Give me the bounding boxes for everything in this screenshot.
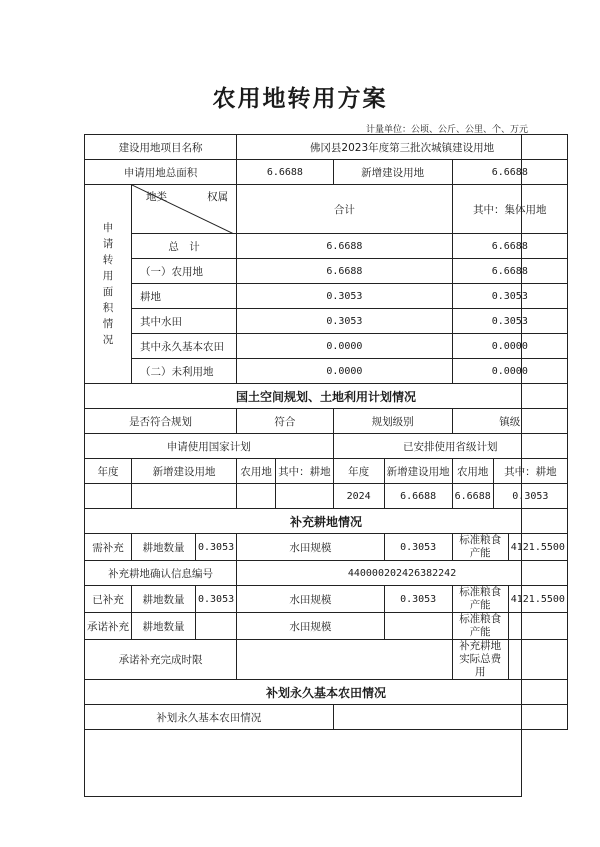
row-total: 0.3053 bbox=[237, 284, 453, 309]
row-collective: 6.6688 bbox=[452, 259, 567, 284]
row-total: 0.3053 bbox=[237, 309, 453, 334]
unit-line: 计量单位：公顷、公斤、公里、个、万元 bbox=[365, 125, 528, 135]
row-collective: 6.6688 bbox=[452, 234, 567, 259]
supplement-heading: 补充耕地情况 bbox=[85, 509, 568, 534]
page-title: 农用地转用方案 bbox=[212, 85, 388, 112]
row-label: 耕地 bbox=[132, 284, 237, 309]
project-value: 佛冈县2023年度第三批次城镇建设用地 bbox=[237, 135, 568, 160]
national-plan-label: 申请使用国家计划 bbox=[85, 434, 334, 459]
col-farmland: 农用地 bbox=[452, 459, 493, 484]
cost-label: 补充耕地实际总费用 bbox=[452, 640, 508, 680]
provincial-plan-label: 已安排使用省级计划 bbox=[333, 434, 567, 459]
provincial-farm: 6.6688 bbox=[452, 484, 493, 509]
need-paddy-value: 0.3053 bbox=[384, 534, 452, 561]
done-paddy-label: 水田规模 bbox=[237, 586, 385, 613]
col-new-construction: 新增建设用地 bbox=[132, 459, 237, 484]
cost-value bbox=[508, 640, 567, 680]
permanent-label: 补划永久基本农田情况 bbox=[85, 705, 334, 730]
promise-arable-value bbox=[196, 613, 237, 640]
need-arable-value: 0.3053 bbox=[196, 534, 237, 561]
row-label: （一）农用地 bbox=[132, 259, 237, 284]
provincial-year: 2024 bbox=[333, 484, 384, 509]
need-paddy-label: 水田规模 bbox=[237, 534, 385, 561]
permanent-value bbox=[333, 705, 567, 730]
level-value: 镇级 bbox=[452, 409, 567, 434]
col-collective-header: 其中：集体用地 bbox=[452, 185, 567, 234]
header-land-type: 地类 bbox=[146, 191, 167, 203]
col-year: 年度 bbox=[333, 459, 384, 484]
new-construction-value: 6.6688 bbox=[452, 160, 567, 185]
national-farm bbox=[237, 484, 276, 509]
row-collective: 0.3053 bbox=[452, 309, 567, 334]
total-area-value: 6.6688 bbox=[237, 160, 334, 185]
promise-grain-value bbox=[508, 613, 567, 640]
project-label: 建设用地项目名称 bbox=[85, 135, 237, 160]
provincial-arable: 0.3053 bbox=[493, 484, 567, 509]
national-new bbox=[132, 484, 237, 509]
need-label: 需补充 bbox=[85, 534, 132, 561]
need-grain-label: 标准粮食产能 bbox=[452, 534, 508, 561]
done-grain-label: 标准粮食产能 bbox=[452, 586, 508, 613]
promise-grain-label: 标准粮食产能 bbox=[452, 613, 508, 640]
row-collective: 0.3053 bbox=[452, 284, 567, 309]
provincial-new: 6.6688 bbox=[384, 484, 452, 509]
new-construction-label: 新增建设用地 bbox=[333, 160, 452, 185]
row-label: 其中永久基本农田 bbox=[132, 334, 237, 359]
row-total: 6.6688 bbox=[237, 234, 453, 259]
row-collective: 0.0000 bbox=[452, 334, 567, 359]
col-total-header: 合计 bbox=[237, 185, 453, 234]
promise-paddy-label: 水田规模 bbox=[237, 613, 385, 640]
level-label: 规划级别 bbox=[333, 409, 452, 434]
promise-label: 承诺补充 bbox=[85, 613, 132, 640]
col-arable: 其中：耕地 bbox=[276, 459, 334, 484]
permanent-heading: 补划永久基本农田情况 bbox=[85, 680, 568, 705]
confirm-number-label: 补充耕地确认信息编号 bbox=[85, 561, 237, 586]
need-arable-label: 耕地数量 bbox=[132, 534, 196, 561]
land-conversion-table bbox=[84, 134, 568, 730]
col-farmland: 农用地 bbox=[237, 459, 276, 484]
conform-label: 是否符合规划 bbox=[85, 409, 237, 434]
row-total: 6.6688 bbox=[237, 259, 453, 284]
deadline-value bbox=[237, 640, 453, 680]
conversion-header-cell bbox=[132, 185, 237, 234]
col-new-construction: 新增建设用地 bbox=[384, 459, 452, 484]
row-label: 总 计 bbox=[132, 234, 237, 259]
row-label: （二）未利用地 bbox=[132, 359, 237, 384]
col-year: 年度 bbox=[85, 459, 132, 484]
total-area-label: 申请用地总面积 bbox=[85, 160, 237, 185]
row-total: 0.0000 bbox=[237, 359, 453, 384]
header-ownership: 权属 bbox=[207, 191, 229, 203]
national-arable bbox=[276, 484, 334, 509]
conversion-side-label: 申请转用面积情况 bbox=[85, 185, 132, 384]
done-label: 已补充 bbox=[85, 586, 132, 613]
conform-value: 符合 bbox=[237, 409, 334, 434]
deadline-label: 承诺补充完成时限 bbox=[85, 640, 237, 680]
col-arable: 其中：耕地 bbox=[493, 459, 567, 484]
done-arable-value: 0.3053 bbox=[196, 586, 237, 613]
done-arable-label: 耕地数量 bbox=[132, 586, 196, 613]
need-grain-value: 4121.5500 bbox=[508, 534, 567, 561]
national-year bbox=[85, 484, 132, 509]
row-collective: 0.0000 bbox=[452, 359, 567, 384]
row-label: 其中水田 bbox=[132, 309, 237, 334]
done-paddy-value: 0.3053 bbox=[384, 586, 452, 613]
done-grain-value: 4121.5500 bbox=[508, 586, 567, 613]
planning-heading: 国土空间规划、土地利用计划情况 bbox=[85, 384, 568, 409]
row-total: 0.0000 bbox=[237, 334, 453, 359]
promise-arable-label: 耕地数量 bbox=[132, 613, 196, 640]
confirm-number-value: 440000202426382242 bbox=[237, 561, 568, 586]
promise-paddy-value bbox=[384, 613, 452, 640]
